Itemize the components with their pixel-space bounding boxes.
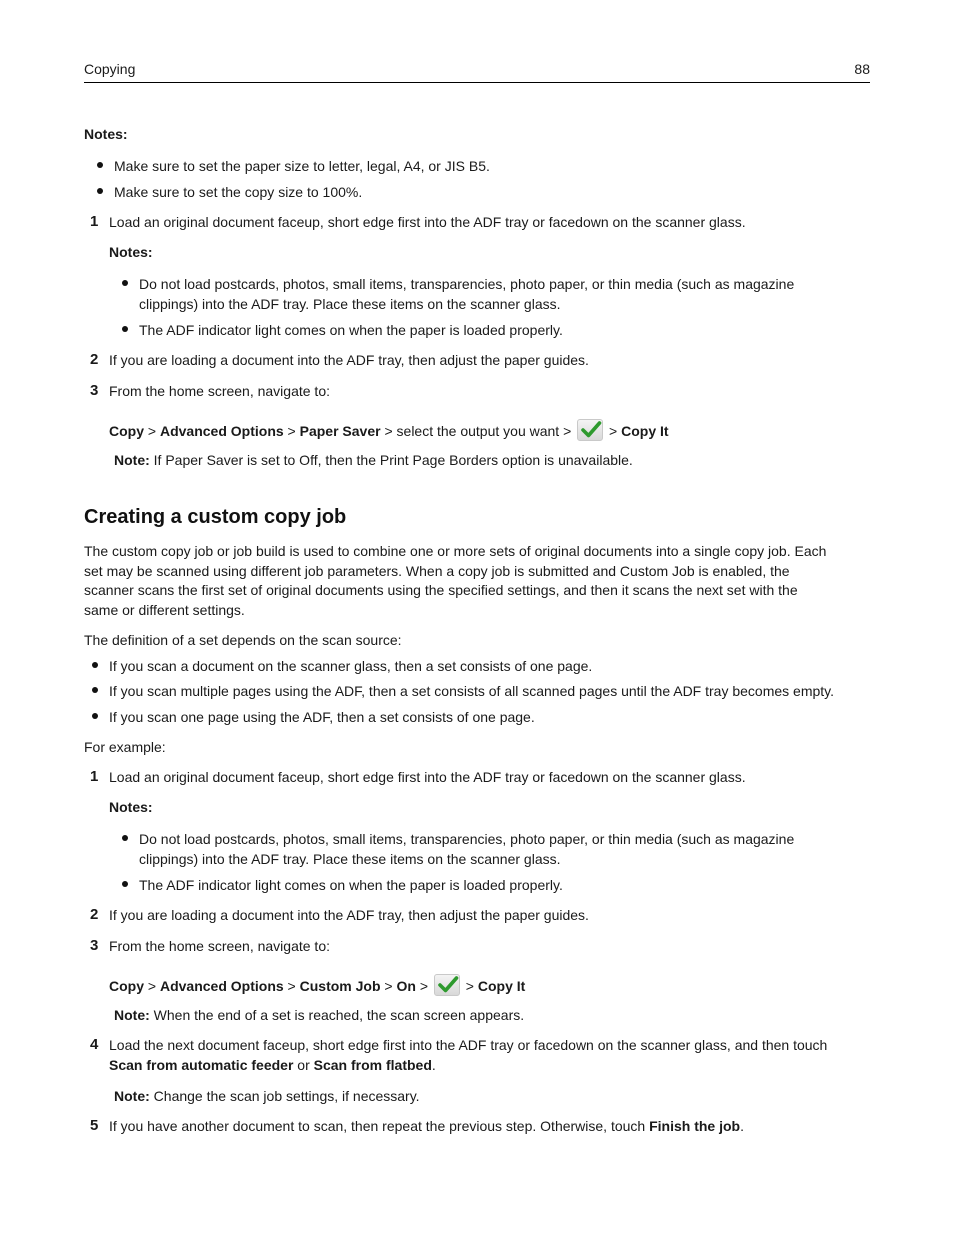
page-number: 88 (854, 61, 870, 77)
page-header (84, 60, 870, 83)
note-item: The ADF indicator light comes on when the paper is loaded properly. (139, 322, 563, 338)
path-separator: > (384, 978, 393, 994)
path-advanced-options: Advanced Options (159, 978, 284, 994)
section-name: Copying (84, 61, 136, 77)
note (114, 1086, 420, 1106)
path-separator: > (147, 423, 157, 439)
bullet (92, 713, 98, 719)
checkmark-icon (434, 974, 460, 996)
notes-label: Notes: (109, 799, 153, 815)
step-number: 2 (90, 351, 99, 368)
note (114, 450, 633, 470)
source-item: If you scan one page using the ADF, then a set consists of one page. (109, 709, 535, 725)
path-paper-saver: Paper Saver (299, 423, 381, 439)
intro-line: set may be scanned using different job parameters. When a copy job is submitted and Custom Job is enabled, the (84, 563, 790, 579)
path-copy: Copy (109, 423, 144, 439)
path-separator: > (287, 423, 296, 439)
bullet (122, 835, 128, 841)
step-number: 2 (90, 906, 99, 923)
path-separator: > (465, 978, 474, 994)
period: . (431, 1057, 436, 1073)
note-item-line: clippings) into the ADF tray. Place these items on the scanner glass. (139, 296, 561, 312)
intro-line: The custom copy job or job build is used to combine one or more sets of original documents into a single copy job. Each (84, 543, 827, 559)
notes-label: Notes: (84, 126, 128, 142)
checkmark-icon (577, 419, 603, 441)
bullet (97, 188, 103, 194)
intro-line: scanner scans the first set of original documents using the specified settings, and then it scans the next set with the (84, 582, 798, 598)
bullet (92, 662, 98, 668)
path-separator: > (609, 423, 618, 439)
period: . (740, 1118, 744, 1134)
note-text: Change the scan job settings, if necessary. (153, 1088, 420, 1104)
note (114, 1005, 524, 1025)
step-text: If you are loading a document into the ADF tray, then adjust the paper guides. (109, 352, 589, 368)
step-number: 3 (90, 937, 99, 954)
section-title: Creating a custom copy job (84, 506, 347, 528)
path-custom-job: Custom Job (299, 978, 381, 994)
step-5-text: If you have another document to scan, then repeat the previous step. Otherwise, touch (109, 1118, 646, 1134)
note-label: Note: (114, 452, 150, 468)
note-item: Make sure to set the paper size to letter, legal, A4, or JIS B5. (114, 158, 490, 174)
step-text: Load an original document faceup, short edge first into the ADF tray or facedown on the scanner glass. (109, 214, 746, 230)
path-separator: > (147, 978, 157, 994)
step-text: Load the next document faceup, short edge first into the ADF tray or facedown on the scanner glass, and then touch (109, 1037, 828, 1053)
note-item-line: Do not load postcards, photos, small items, transparencies, photo paper, or thin media (such as magazine (139, 276, 795, 292)
path-on: On (396, 978, 416, 994)
bullet (122, 326, 128, 332)
bullet (122, 881, 128, 887)
step-number: 1 (90, 768, 99, 785)
navigation-path (109, 974, 525, 996)
step-text: If you are loading a document into the ADF tray, then adjust the paper guides. (109, 907, 589, 923)
bullet (92, 687, 98, 693)
step-text (109, 1116, 744, 1136)
step-text: From the home screen, navigate to: (109, 383, 330, 399)
notes-label: Notes: (109, 244, 153, 260)
path-copy-it: Copy It (621, 423, 669, 439)
step-number: 4 (90, 1036, 99, 1053)
path-copy-it: Copy It (477, 978, 526, 994)
step-number: 5 (90, 1117, 99, 1134)
path-separator: > (287, 978, 296, 994)
option-scan-flatbed: Scan from flatbed (313, 1057, 432, 1073)
step-number: 3 (90, 382, 99, 399)
note-item-line: Do not load postcards, photos, small items, transparencies, photo paper, or thin media (such as magazine (139, 831, 795, 847)
note-text: If Paper Saver is set to Off, then the Print Page Borders option is unavailable. (153, 452, 633, 468)
note-label: Note: (114, 1088, 150, 1104)
step-text: Load an original document faceup, short edge first into the ADF tray or facedown on the scanner glass. (109, 769, 746, 785)
note-item-line: clippings) into the ADF tray. Place these items on the scanner glass. (139, 851, 561, 867)
step-text: From the home screen, navigate to: (109, 938, 330, 954)
path-select-text: > select the output you want > (384, 423, 572, 439)
step-number: 1 (90, 213, 99, 230)
path-advanced-options: Advanced Options (159, 423, 284, 439)
note-label: Note: (114, 1007, 150, 1023)
finish-the-job: Finish the job (649, 1118, 741, 1134)
or-text: or (297, 1057, 310, 1073)
intro-line: same or different settings. (84, 602, 245, 618)
definition-text: The definition of a set depends on the scan source: (84, 632, 402, 648)
note-item: Make sure to set the copy size to 100%. (114, 184, 363, 200)
example-label: For example: (84, 739, 166, 755)
path-separator: > (419, 978, 429, 994)
path-copy: Copy (109, 978, 144, 994)
navigation-path (109, 419, 669, 441)
bullet (97, 162, 103, 168)
step-text-continued (109, 1055, 436, 1075)
bullet (122, 280, 128, 286)
note-item: The ADF indicator light comes on when the paper is loaded properly. (139, 877, 563, 893)
source-item: If you scan a document on the scanner glass, then a set consists of one page. (109, 658, 593, 674)
source-item: If you scan multiple pages using the ADF, then a set consists of all scanned pages until the ADF tray becomes empty. (109, 683, 835, 699)
note-text: When the end of a set is reached, the scan screen appears. (153, 1007, 525, 1023)
option-scan-automatic-feeder: Scan from automatic feeder (109, 1057, 294, 1073)
